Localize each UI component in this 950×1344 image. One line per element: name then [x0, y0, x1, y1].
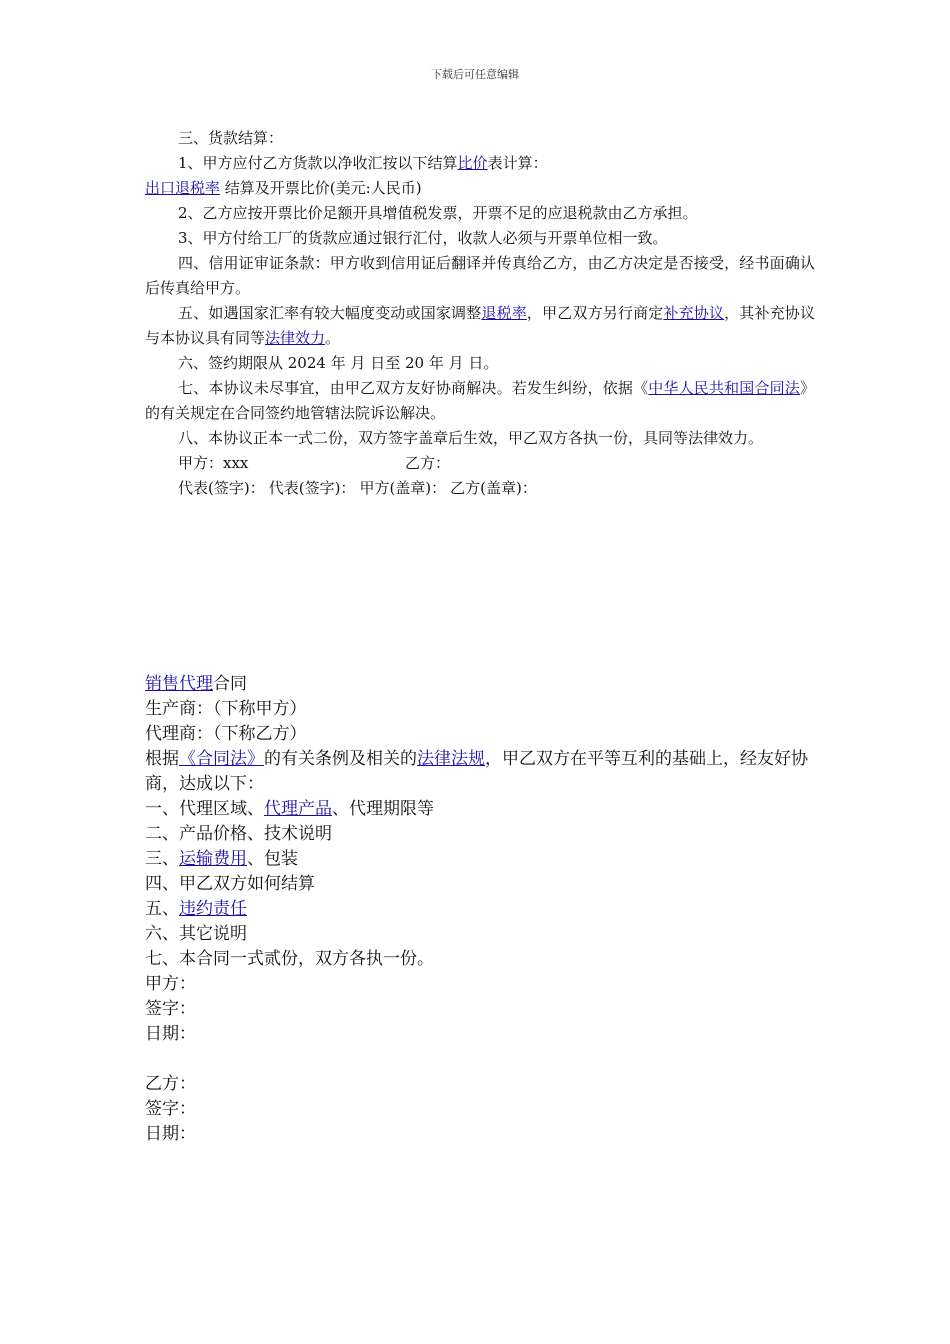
- item-3-text: 三、: [145, 849, 179, 869]
- settlement-section: [145, 126, 815, 501]
- clause-1-end: 表计算：: [487, 154, 548, 172]
- item-1-text: 一、代理区域、: [145, 799, 264, 819]
- clause-copies: 八、本协议正本一式二份，双方签字盖章后生效，甲乙双方各执一份，具同等法律效力。: [178, 429, 764, 447]
- clause-disputes: [145, 376, 815, 426]
- intro-text: 根据: [145, 749, 179, 769]
- party-b-date: 日期：: [145, 1124, 196, 1144]
- party-a-date: 日期：: [145, 1024, 196, 1044]
- clause-3: 3、甲方付给工厂的货款应通过银行汇付，收款人必须与开票单位相一致。: [178, 229, 668, 247]
- link-legal-effect[interactable]: 法律效力: [265, 329, 326, 347]
- export-rebate-text: 结算及开票比价(美元:人民币): [220, 179, 422, 197]
- seal-a: 甲方(盖章)：: [359, 479, 447, 497]
- party-b-label: 乙方：: [405, 454, 451, 472]
- producer-line: 生产商：（下称甲方）: [145, 699, 307, 719]
- link-supplementary-agreement[interactable]: 补充协议: [663, 304, 725, 322]
- disputes-end: 》的有关规定在合同签约地管辖法院诉讼解决。: [145, 379, 815, 422]
- item-3: [145, 847, 815, 872]
- item-1: [145, 797, 815, 822]
- item-5-text: 五、: [145, 899, 179, 919]
- exchange-rate-end: 。: [325, 329, 341, 347]
- item-4: 四、甲乙双方如何结算: [145, 874, 315, 894]
- agency-contract-section: [145, 672, 815, 1147]
- clause-2: 2、乙方应按开票比价足额开具增值税发票，开票不足的应退税款由乙方承担。: [178, 204, 698, 222]
- export-rebate-line: [145, 176, 815, 201]
- party-b-line: 乙方：: [145, 1074, 196, 1094]
- item-2: 二、产品价格、技术说明: [145, 824, 332, 844]
- party-a-sign: 签字：: [145, 999, 196, 1019]
- disputes-text: 七、本协议未尽事宜，由甲乙双方友好协商解决。若发生纠纷，依据《: [178, 379, 649, 397]
- party-a-label: 甲方：xxx: [178, 454, 249, 472]
- clause-exchange-rate: [145, 301, 815, 351]
- link-breach-liability[interactable]: 违约责任: [179, 899, 247, 919]
- link-rebate-rate[interactable]: 退税率: [481, 304, 527, 322]
- item-3-end: 、包装: [247, 849, 298, 869]
- party-row: [145, 451, 815, 476]
- rep-sign-b: 代表(签字)：: [268, 479, 356, 497]
- clause-lc-review: 四、信用证审证条款：甲方收到信用证后翻译并传真给乙方，由乙方决定是否接受，经书面确认后传真给甲方。: [145, 254, 815, 297]
- signature-row: [145, 476, 815, 501]
- clause-1-text: 1、甲方应付乙方货款以净收汇按以下结算: [178, 154, 458, 172]
- spacer: [145, 1047, 815, 1072]
- item-1-end: 、代理期限等: [332, 799, 434, 819]
- link-sales-agency[interactable]: 销售代理: [145, 674, 213, 694]
- link-contract-law-prc[interactable]: 中华人民共和国合同法: [648, 379, 800, 397]
- link-price-ratio[interactable]: 比价: [457, 154, 488, 172]
- intro-end: ，甲乙双方在平等互利的基础上，经友好协商，达成以下：: [145, 749, 808, 794]
- link-transport-costs[interactable]: 运输费用: [179, 849, 247, 869]
- seal-b: 乙方(盖章)：: [450, 479, 537, 497]
- exchange-rate-mid: ，甲乙双方另行商定: [526, 304, 664, 322]
- contract-title: [145, 672, 815, 697]
- item-6: 六、其它说明: [145, 924, 247, 944]
- party-a-line: 甲方：: [145, 974, 196, 994]
- item-7: 七、本合同一式贰份，双方各执一份。: [145, 949, 434, 969]
- clause-term: 六、签约期限从 2024 年 月 日至 20 年 月 日。: [178, 354, 499, 372]
- link-agency-products[interactable]: 代理产品: [264, 799, 332, 819]
- agent-line: 代理商：（下称乙方）: [145, 724, 307, 744]
- link-contract-law[interactable]: 《合同法》: [179, 749, 264, 769]
- exchange-rate-text: 五、如遇国家汇率有较大幅度变动或国家调整: [178, 304, 482, 322]
- intro-paragraph: [145, 747, 815, 797]
- contract-title-text: 合同: [213, 674, 247, 694]
- clause-1: [145, 151, 815, 176]
- settlement-heading: 三、货款结算：: [178, 129, 284, 147]
- link-laws-regulations[interactable]: 法律法规: [417, 749, 485, 769]
- item-5: [145, 897, 815, 922]
- page-header: 下载后可任意编辑: [431, 68, 519, 81]
- link-export-rebate-rate[interactable]: 出口退税率: [145, 179, 221, 197]
- party-b-sign: 签字：: [145, 1099, 196, 1119]
- rep-sign-a: 代表(签字)：: [178, 479, 265, 497]
- exchange-rate-mid2: ，其补充协议与本协议具有同等: [145, 304, 815, 347]
- intro-mid: 的有关条例及相关的: [264, 749, 417, 769]
